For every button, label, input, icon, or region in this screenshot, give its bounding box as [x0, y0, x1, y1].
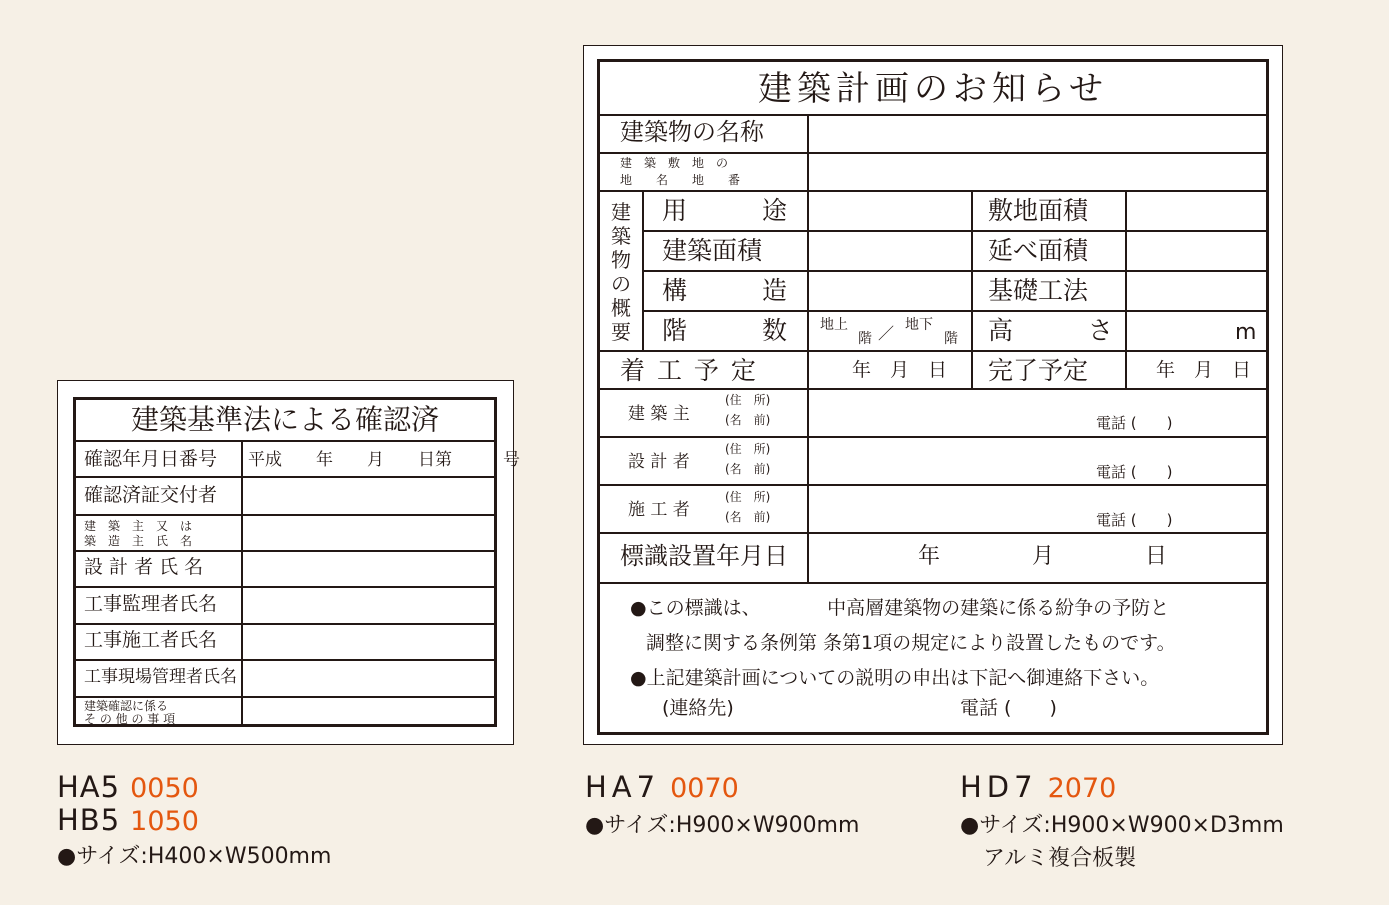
note2-phone: 電話 ( ): [960, 697, 1057, 719]
floors-below-unit: 階: [944, 331, 958, 347]
height-unit: m: [1235, 320, 1257, 345]
owner-label: 建 築 主: [628, 404, 690, 424]
product-ha5-code: HA5: [57, 770, 121, 804]
site-area-label: 敷地面積: [988, 196, 1089, 225]
overview-vertical-label: 建築物の概要: [611, 200, 631, 344]
product-hd7-code: HD7: [960, 770, 1038, 804]
product-ha7-code: HA7: [585, 770, 661, 804]
product-ha5: [57, 770, 199, 804]
floors-separator: ／: [878, 324, 895, 343]
small-sign-title: 建築基準法による確認済: [130, 403, 439, 436]
contractor-address-label: (住 所): [725, 490, 771, 504]
large-sign-title: 建築計画のお知らせ: [758, 69, 1108, 109]
product-hb5: [57, 803, 199, 837]
small-size-spec: ●サイズ:H400×W500mm: [57, 844, 332, 869]
start-date: 年 月 日: [852, 359, 948, 381]
designer-phone: 電話 ( ): [1096, 463, 1173, 481]
install-year: 年: [918, 544, 941, 569]
floors-below-label: 地下: [905, 317, 933, 333]
site-label-1: 建 築 敷 地 の: [620, 156, 729, 170]
complete-label: 完了予定: [988, 356, 1089, 385]
small-row-issuer-label: 確認済証交付者: [84, 484, 218, 506]
use-label: 用 途: [662, 196, 788, 225]
install-date-label: 標識設置年月日: [620, 542, 788, 570]
floors-above-label: 地上: [820, 317, 848, 333]
product-hb5-num: 1050: [130, 806, 199, 837]
contractor-label: 施 工 者: [628, 500, 690, 520]
large-sign-frame: [597, 59, 1269, 735]
small-row-supervisor-label: 工事監理者氏名: [84, 593, 218, 615]
small-row-other-label-2: そ の 他 の 事 項: [84, 712, 176, 726]
building-area-label: 建築面積: [662, 236, 763, 265]
floors-above-unit: 階: [858, 331, 872, 347]
install-month: 月: [1032, 544, 1055, 569]
alum-size-spec: ●サイズ:H900×W900×D3mm: [960, 813, 1284, 838]
complete-date: 年 月 日: [1156, 359, 1252, 381]
product-hd7-num: 2070: [1047, 773, 1117, 804]
foundation-label: 基礎工法: [988, 276, 1089, 305]
site-label-2: 地 名 地 番: [620, 173, 741, 187]
note2-contact: (連絡先): [662, 697, 734, 719]
owner-name-label: (名 前): [725, 413, 771, 427]
contractor-phone: 電話 ( ): [1096, 511, 1173, 529]
small-row-owner-label-2: 築 造 主 氏 名: [84, 534, 193, 548]
install-day: 日: [1145, 544, 1168, 569]
small-sign-board: [57, 380, 520, 745]
note1-line1: ●この標識は、 中高層建築物の建築に係る紛争の予防と: [630, 597, 1170, 619]
large-sign-board: [583, 45, 1283, 745]
height-label: 高 さ: [988, 316, 1114, 345]
building-name-label: 建築物の名称: [620, 118, 764, 146]
product-hb5-code: HB5: [57, 803, 121, 837]
contractor-name-label: (名 前): [725, 510, 771, 524]
product-ha5-num: 0050: [130, 773, 199, 804]
note2-line1: ●上記建築計画についての説明の申出は下記へ御連絡下さい。: [630, 667, 1160, 689]
floors-label: 階 数: [662, 316, 788, 345]
small-row-designer-label: 設 計 者 氏 名: [84, 556, 204, 578]
small-row-manager-label: 工事現場管理者氏名: [84, 667, 237, 687]
start-label: 着 工 予 定: [620, 356, 758, 385]
small-row-confirm-date-value: 平成 年 月 日第 号: [248, 450, 520, 470]
small-row-contractor-label: 工事施工者氏名: [84, 629, 218, 651]
small-row-other-label-1: 建築確認に係る: [84, 699, 169, 713]
floor-area-label: 延べ面積: [988, 236, 1089, 265]
small-row-confirm-date-label: 確認年月日番号: [84, 448, 218, 470]
owner-phone: 電話 ( ): [1096, 414, 1173, 432]
designer-name-label: (名 前): [725, 462, 771, 476]
large-size-spec: ●サイズ:H900×W900mm: [585, 813, 860, 838]
structure-label: 構 造: [662, 276, 788, 305]
product-ha7-num: 0070: [670, 773, 739, 804]
note1-line2: 調整に関する条例第 条第1項の規定により設置したものです。: [646, 632, 1176, 654]
small-row-owner-label-1: 建 築 主 又 は: [84, 519, 193, 533]
product-ha7: [585, 770, 739, 804]
product-hd7: [960, 770, 1117, 804]
designer-address-label: (住 所): [725, 442, 771, 456]
owner-address-label: (住 所): [725, 393, 771, 407]
small-sign-frame: [73, 397, 520, 727]
designer-label: 設 計 者: [628, 452, 690, 472]
alum-material: アルミ複合板製: [983, 846, 1137, 871]
